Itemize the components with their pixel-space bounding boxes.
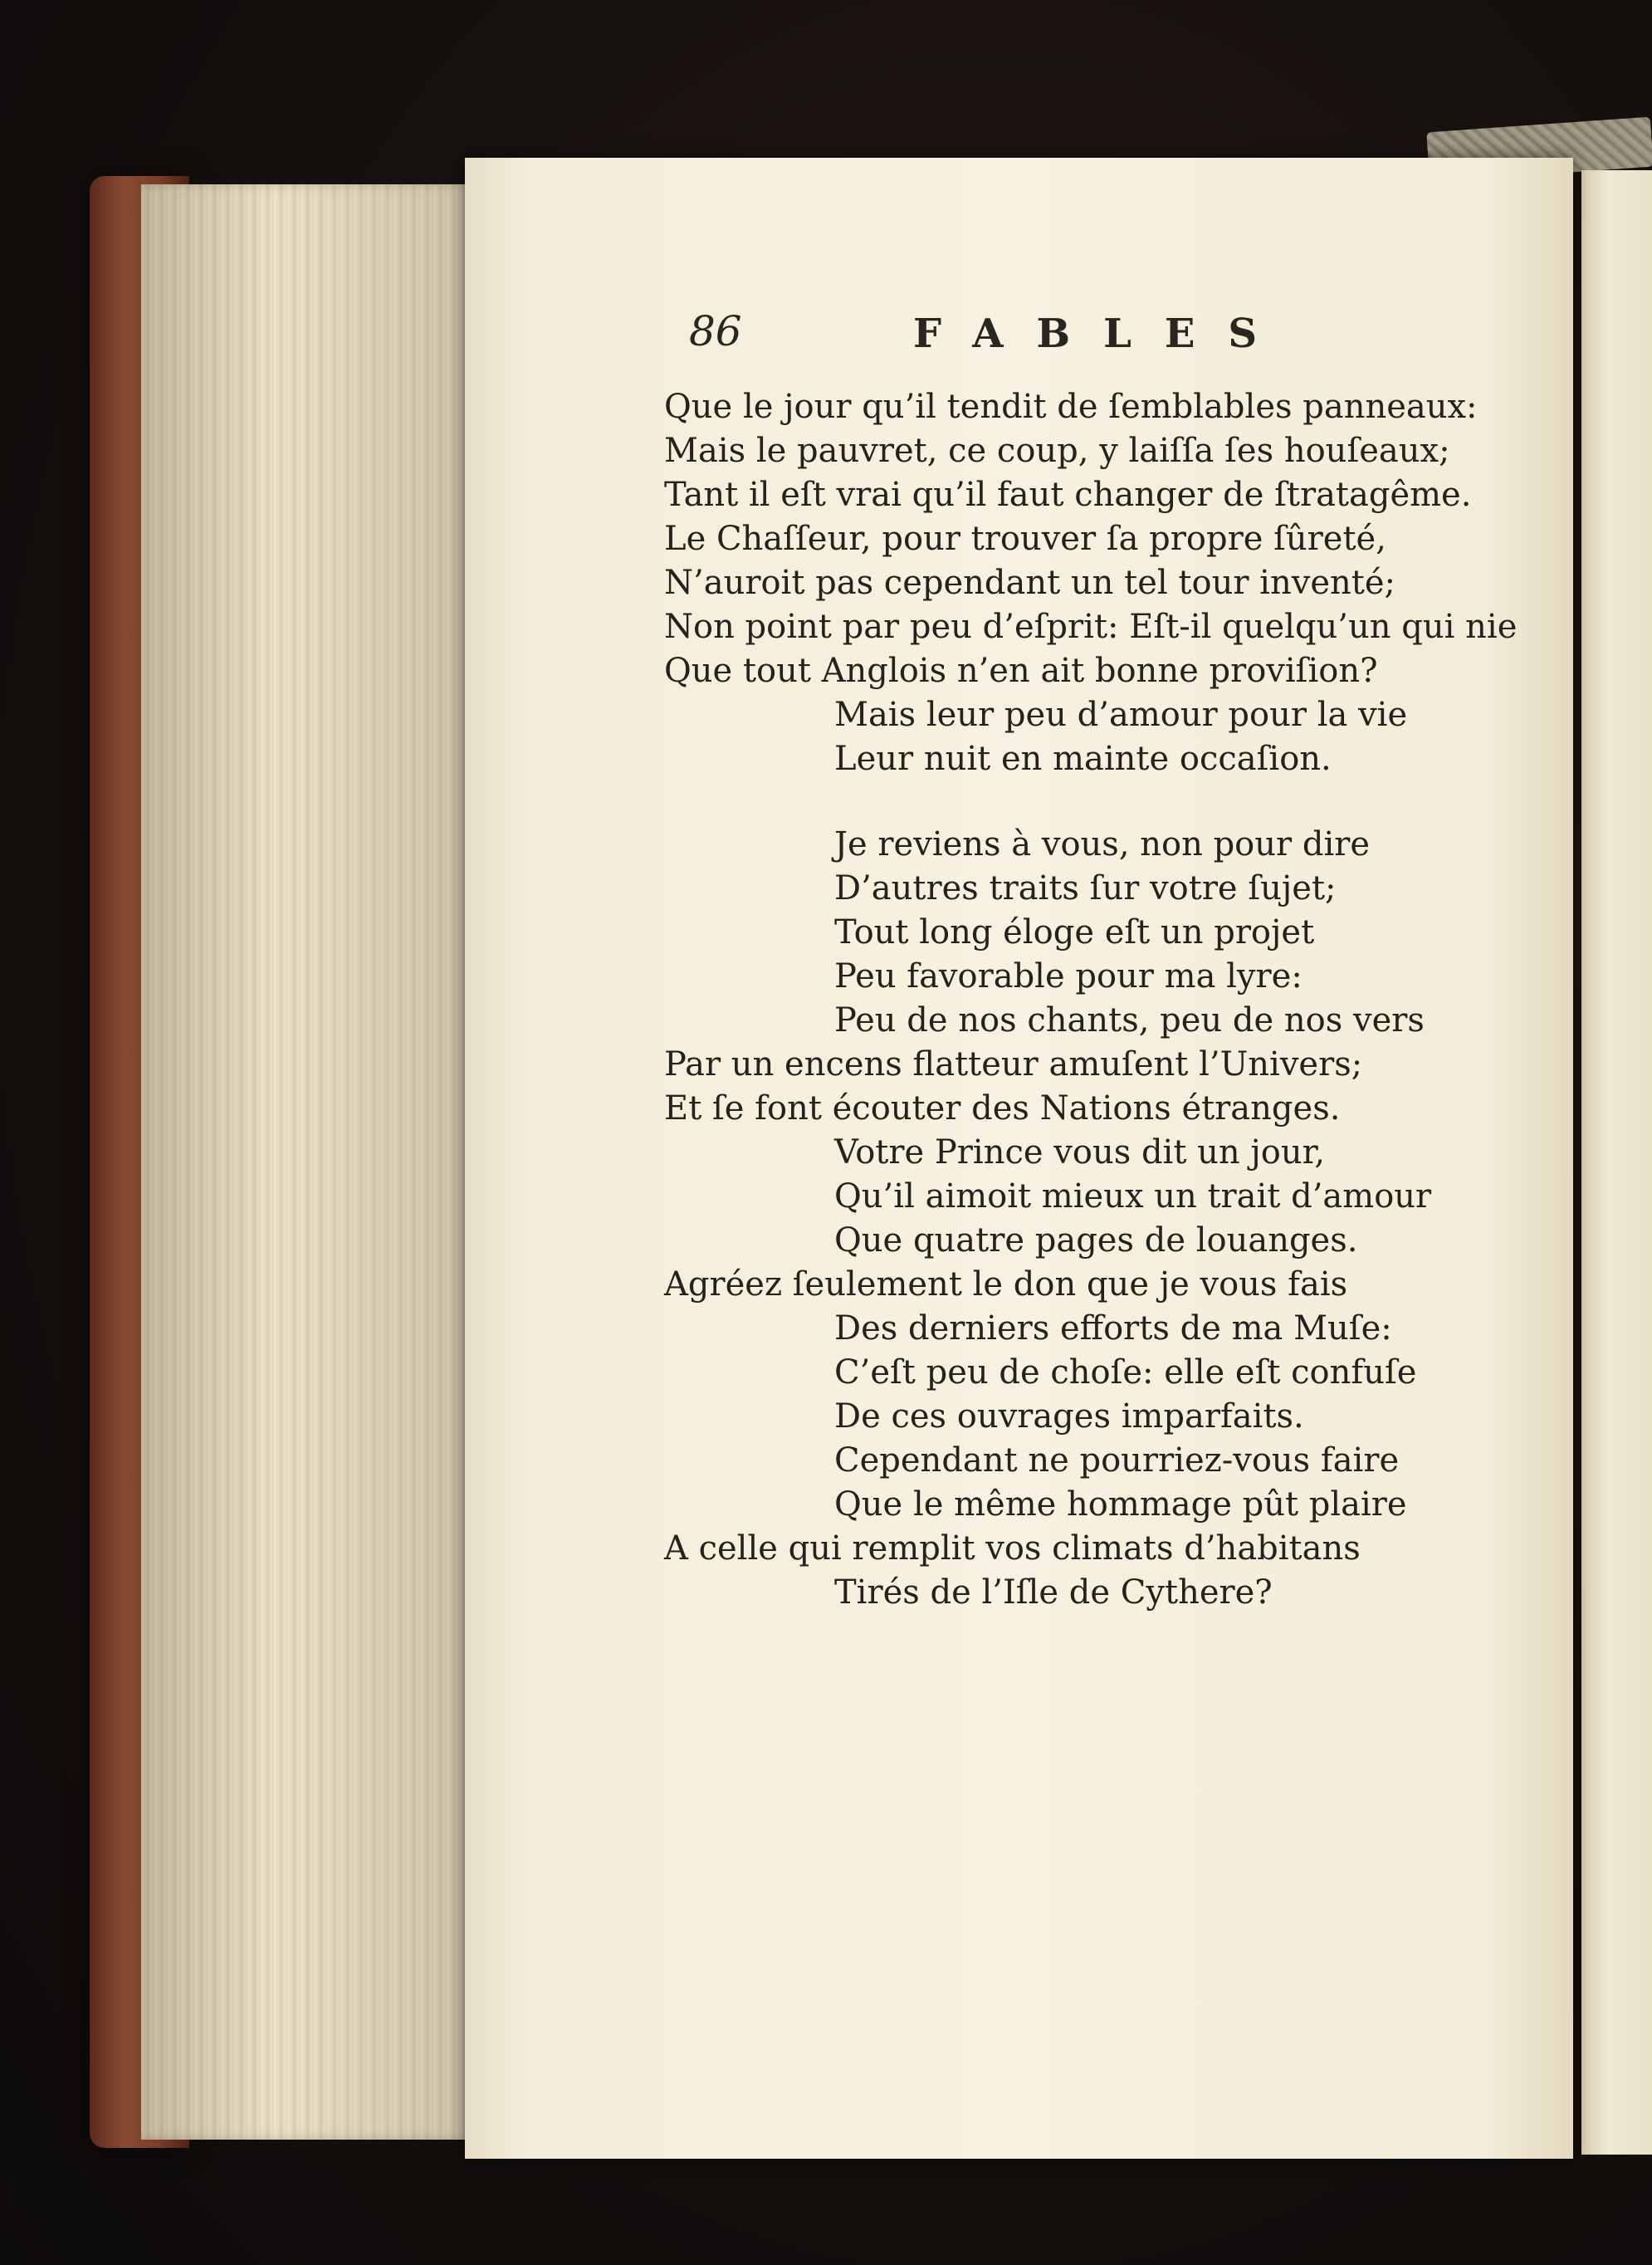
poem-line: Que le même hommage pût plaire [834,1485,1407,1524]
poem-line: Peu de nos chants, peu de nos vers [834,1001,1425,1040]
poem-line: Non point par peu d’eſprit: Eſt-il quelqu’un qui nie [664,608,1518,646]
poem-line: Agréez ſeulement le don que je vous fais [664,1265,1348,1304]
poem-line: Tout long éloge eſt un projet [834,913,1315,951]
poem-line: Que tout Anglois n’en ait bonne proviſion? [664,652,1378,690]
poem-line: Je reviens à vous, non pour dire [834,825,1371,863]
poem-line: A celle qui remplit vos climats d’habitans [664,1529,1361,1568]
poem-line: De ces ouvrages imparfaits. [834,1397,1304,1436]
poem-line: Qu’il aimoit mieux un trait d’amour [834,1177,1432,1216]
poem-line: Des derniers efforts de ma Muſe: [834,1309,1392,1348]
poem-line: Le Chaſſeur, pour trouver ſa propre ſûreté, [664,520,1386,558]
poem-line: Tirés de l’Iſle de Cythere? [834,1573,1273,1612]
poem-line: Et ſe font écouter des Nations étranges. [664,1089,1341,1128]
page-stack-shadow [141,184,473,2140]
poem-line: Mais le pauvret, ce coup, y laiſſa ſes houſeaux; [664,432,1450,470]
poem-line: Que quatre pages de louanges. [834,1221,1358,1260]
poem-line: Que le jour qu’il tendit de ſemblables panneaux: [664,388,1478,426]
poem-line: Mais leur peu d’amour pour la vie [834,696,1408,734]
adjacent-page-edge [1581,170,1652,2155]
poem-line: Tant il eſt vrai qu’il faut changer de ſtratagême. [664,476,1472,514]
page-header [689,307,1353,365]
poem-line: Cependant ne pourriez-vous faire [834,1441,1400,1480]
running-title: FABLES [913,311,1291,357]
poem-line: Leur nuit en mainte occaſion. [834,740,1332,778]
poem-line: C’eſt peu de choſe: elle eſt confuſe [834,1353,1417,1392]
poem-line: Par un encens flatteur amuſent l’Univers; [664,1045,1363,1084]
poem-line: Votre Prince vous dit un jour, [834,1133,1326,1172]
poem-line: N’auroit pas cependant un tel tour inventé; [664,564,1395,602]
poem-line: Peu favorable pour ma lyre: [834,957,1303,996]
page-number: 86 [689,307,742,355]
poem-line: D’autres traits ſur votre ſujet; [834,869,1337,907]
